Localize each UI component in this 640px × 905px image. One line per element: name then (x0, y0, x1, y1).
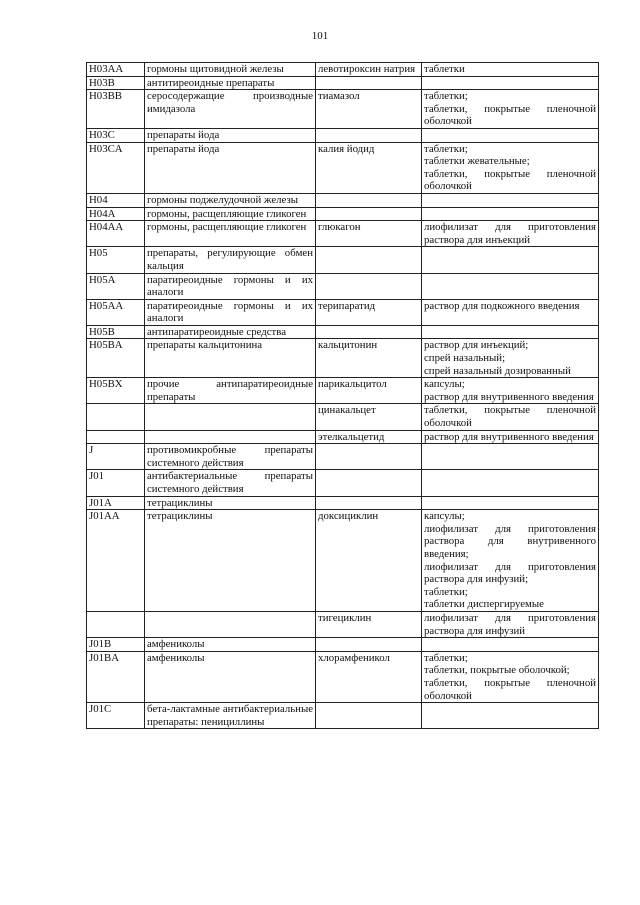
pharmacological-group-cell: амфениколы (145, 638, 316, 652)
pharmacological-group-cell: амфениколы (145, 651, 316, 702)
dosage-form-line: таблетки, покрытые пленочной оболочкой (424, 676, 596, 702)
dosage-form-line: лиофилизат для приготовления раствора для внутривенного введения; (424, 522, 596, 560)
pharmacological-group-cell: серосодержащие производные имидазола (145, 90, 316, 129)
drug-name-cell (316, 444, 422, 470)
drug-name-cell (316, 638, 422, 652)
dosage-form-cell (422, 90, 599, 129)
dosage-form-cell (422, 703, 599, 729)
pharmacological-group-cell (145, 611, 316, 637)
pharmacological-group-cell: препараты йода (145, 128, 316, 142)
dosage-form-line: таблетки; (424, 585, 468, 598)
atc-code-cell: H05B (87, 325, 145, 339)
dosage-form-line: раствор для внутривенного введения (424, 390, 594, 403)
pharmacological-group-cell: противомикробные препараты системного действия (145, 444, 316, 470)
dosage-form-cell (422, 207, 599, 221)
dosage-form-line: таблетки, покрытые пленочной оболочкой (424, 167, 596, 193)
table-row (87, 247, 599, 273)
drug-name-cell (316, 496, 422, 510)
atc-code-cell: J01 (87, 470, 145, 496)
dosage-form-cell (422, 128, 599, 142)
table-row (87, 90, 599, 129)
table-row (87, 63, 599, 77)
table-row (87, 611, 599, 637)
dosage-form-cell (422, 273, 599, 299)
dosage-form-line: таблетки; (424, 651, 468, 664)
drug-name-cell (316, 247, 422, 273)
dosage-form-cell (422, 142, 599, 193)
drug-name-cell: доксициклин (316, 510, 422, 612)
atc-code-cell: H03AA (87, 63, 145, 77)
table-row (87, 470, 599, 496)
drug-name-cell: тиамазол (316, 90, 422, 129)
table-row (87, 299, 599, 325)
dosage-form-line: капсулы; (424, 510, 465, 523)
atc-code-cell: H03B (87, 76, 145, 90)
atc-code-cell: H05 (87, 247, 145, 273)
dosage-form-line: спрей назальный; (424, 352, 506, 365)
dosage-form-cell (422, 510, 599, 612)
dosage-form-cell (422, 430, 599, 444)
dosage-form-cell (422, 339, 599, 378)
dosage-form-line: лиофилизат для приготовления раствора для инъекций (424, 221, 596, 246)
table-row (87, 404, 599, 430)
pharmacological-group-cell: гормоны поджелудочной железы (145, 193, 316, 207)
pharmacological-group-cell: паратиреоидные гормоны и их аналоги (145, 299, 316, 325)
atc-code-cell: H05BX (87, 378, 145, 404)
atc-code-cell: J01BA (87, 651, 145, 702)
dosage-form-cell (422, 63, 599, 77)
table-row (87, 703, 599, 729)
drug-name-cell: терипаратид (316, 299, 422, 325)
pharmacological-group-cell: гормоны, расщепляющие гликоген (145, 221, 316, 247)
atc-code-cell (87, 404, 145, 430)
dosage-form-cell (422, 193, 599, 207)
dosage-form-line: таблетки, покрытые пленочной оболочкой (424, 404, 596, 430)
dosage-form-cell (422, 496, 599, 510)
dosage-form-line: таблетки (424, 63, 465, 75)
dosage-form-cell (422, 247, 599, 273)
table-row (87, 378, 599, 404)
drug-name-cell (316, 470, 422, 496)
dosage-form-line: лиофилизат для приготовления раствора для инфузий; (424, 560, 596, 586)
atc-code-cell: J (87, 444, 145, 470)
dosage-form-cell (422, 221, 599, 247)
atc-code-cell: J01B (87, 638, 145, 652)
drug-name-cell (316, 273, 422, 299)
drug-name-cell: кальцитонин (316, 339, 422, 378)
table-row (87, 496, 599, 510)
dosage-form-cell (422, 444, 599, 470)
pharmacological-group-cell: бета-лактамные антибактериальные препараты: пенициллины (145, 703, 316, 729)
dosage-form-line: таблетки; (424, 90, 468, 103)
dosage-form-cell (422, 378, 599, 404)
drug-name-cell (316, 703, 422, 729)
table-row (87, 638, 599, 652)
dosage-form-line: таблетки диспергируемые (424, 598, 544, 611)
dosage-form-line: таблетки; (424, 142, 468, 155)
atc-code-cell: H04 (87, 193, 145, 207)
table-row (87, 325, 599, 339)
pharmacological-group-cell: гормоны щитовидной железы (145, 63, 316, 77)
table-row (87, 273, 599, 299)
atc-code-cell: H03C (87, 128, 145, 142)
atc-code-cell: H04A (87, 207, 145, 221)
table-row (87, 193, 599, 207)
pharmacological-group-cell: препараты йода (145, 142, 316, 193)
dosage-form-line: таблетки, покрытые пленочной оболочкой (424, 102, 596, 128)
drug-name-cell: этелкальцетид (316, 430, 422, 444)
dosage-form-line: таблетки жевательные; (424, 155, 530, 168)
table-row (87, 430, 599, 444)
atc-code-cell: H05BA (87, 339, 145, 378)
pharmacological-group-cell: антитиреоидные препараты (145, 76, 316, 90)
table-row (87, 76, 599, 90)
atc-code-cell: H03CA (87, 142, 145, 193)
dosage-form-line: капсулы; (424, 378, 465, 391)
atc-code-cell (87, 611, 145, 637)
pharmacological-group-cell: тетрациклины (145, 510, 316, 612)
drug-name-cell (316, 193, 422, 207)
atc-code-cell: H03BB (87, 90, 145, 129)
dosage-form-line: раствор для внутривенного введения (424, 430, 594, 443)
page-number: 101 (311, 30, 329, 42)
atc-code-cell: J01C (87, 703, 145, 729)
table-row (87, 207, 599, 221)
atc-code-cell (87, 430, 145, 444)
dosage-form-cell (422, 638, 599, 652)
pharmacological-group-cell: препараты кальцитонина (145, 339, 316, 378)
pharmacological-group-cell (145, 404, 316, 430)
drug-name-cell (316, 128, 422, 142)
dosage-form-line: таблетки, покрытые оболочкой; (424, 664, 570, 677)
dosage-form-cell (422, 404, 599, 430)
table-row (87, 444, 599, 470)
atc-code-cell: H05AA (87, 299, 145, 325)
drug-name-cell: тигециклин (316, 611, 422, 637)
pharmacological-group-cell: антибактериальные препараты системного действия (145, 470, 316, 496)
drug-name-cell: глюкагон (316, 221, 422, 247)
pharmacological-group-cell: прочие антипаратиреоидные препараты (145, 378, 316, 404)
drug-name-cell (316, 325, 422, 339)
atc-code-cell: J01A (87, 496, 145, 510)
pharmacological-group-cell: препараты, регулирующие обмен кальция (145, 247, 316, 273)
drug-name-cell (316, 76, 422, 90)
dosage-form-cell (422, 299, 599, 325)
pharmacological-group-cell: антипаратиреоидные средства (145, 325, 316, 339)
atc-code-cell: H05A (87, 273, 145, 299)
table-row (87, 651, 599, 702)
drug-list-table (86, 62, 599, 729)
pharmacological-group-cell: гормоны, расщепляющие гликоген (145, 207, 316, 221)
atc-code-cell: J01AA (87, 510, 145, 612)
drug-name-cell: хлорамфеникол (316, 651, 422, 702)
pharmacological-group-cell: тетрациклины (145, 496, 316, 510)
pharmacological-group-cell: паратиреоидные гормоны и их аналоги (145, 273, 316, 299)
table-row (87, 510, 599, 612)
dosage-form-cell (422, 611, 599, 637)
drug-name-cell: левотироксин натрия (316, 63, 422, 77)
table-row (87, 142, 599, 193)
drug-name-cell (316, 207, 422, 221)
dosage-form-line: лиофилизат для приготовления раствора для инфузий (424, 611, 596, 637)
table-row (87, 339, 599, 378)
dosage-form-cell (422, 325, 599, 339)
drug-name-cell: парикальцитол (316, 378, 422, 404)
drug-name-cell: калия йодид (316, 142, 422, 193)
dosage-form-cell (422, 470, 599, 496)
table-row (87, 221, 599, 247)
atc-code-cell: H04AA (87, 221, 145, 247)
drug-name-cell: цинакальцет (316, 404, 422, 430)
pharmacological-group-cell (145, 430, 316, 444)
table-row (87, 128, 599, 142)
dosage-form-line: раствор для подкожного введения (424, 299, 580, 312)
dosage-form-cell (422, 76, 599, 90)
dosage-form-cell (422, 651, 599, 702)
table-body (87, 63, 599, 729)
dosage-form-line: раствор для инъекций; (424, 339, 529, 352)
dosage-form-line: спрей назальный дозированный (424, 364, 571, 377)
